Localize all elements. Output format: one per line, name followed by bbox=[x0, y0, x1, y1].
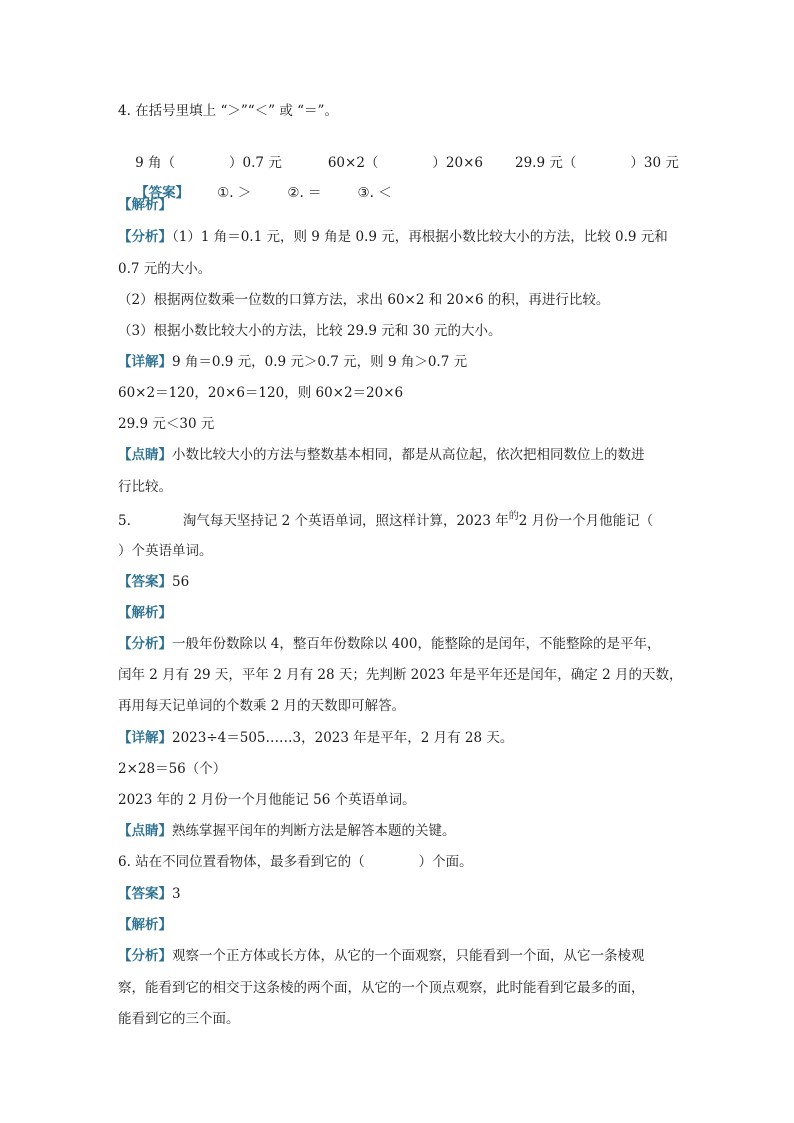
q4-dianjing-text: 小数比较大小的方法与整数基本相同，都是从高位起，依次把相同数位上的数进 bbox=[172, 447, 645, 463]
q4-xiangjie-3: 29.9 元＜30 元 bbox=[118, 416, 215, 432]
q4-fenxi-text: （1）1 角＝0.1 元，则 9 角是 0.9 元，再根据小数比较大小的方法，比较 0.9 元和 bbox=[172, 229, 668, 245]
q4-dianjing-b: 行比较。 bbox=[118, 479, 172, 495]
q4-problem-2: 60×2（ ）20×6 bbox=[327, 155, 483, 171]
q5-text-a: 淘气每天坚持记 2 个英语单词，照这样计算，2023 年 bbox=[182, 513, 509, 529]
dianjing-tag: 【点睛】 bbox=[118, 823, 172, 839]
fenxi-tag: 【分析】 bbox=[118, 948, 172, 964]
q4-xiangjie-2: 60×2＝120，20×6＝120，则 60×2＝20×6 bbox=[118, 385, 404, 401]
q4-fenxi-1a bbox=[118, 227, 668, 247]
q5-title-cont: ）个英语单词。 bbox=[118, 543, 213, 559]
q5-xiangjie-text: 2023÷4＝505……3，2023 年是平年，2 月有 28 天。 bbox=[172, 730, 514, 746]
q5-fenxi-a bbox=[118, 634, 660, 654]
q6-fenxi-c: 能看到它的三个面。 bbox=[118, 1011, 240, 1027]
q4-jiexi-tag: 【解析】 bbox=[118, 197, 172, 213]
q5-fenxi-c: 再用每天记单词的个数乘 2 月的天数即可解答。 bbox=[118, 698, 406, 714]
q5-text-b: 2 月份一个月他能记（ bbox=[518, 513, 654, 529]
q4-problem-1: 9 角（ ）0.7 元 bbox=[135, 155, 282, 171]
q4-dianjing-a bbox=[118, 445, 645, 465]
q5-dianjing-text: 熟练掌握平闰年的判断方法是解答本题的关键。 bbox=[172, 823, 456, 839]
q5-answer bbox=[118, 572, 189, 592]
fenxi-tag: 【分析】 bbox=[118, 229, 172, 245]
xiangjie-tag: 【详解】 bbox=[118, 354, 172, 370]
q6-fenxi-b: 察，能看到它的相交于这条棱的两个面，从它的一个顶点观察，此时能看到它最多的面， bbox=[118, 980, 645, 996]
q4-fenxi-2: （2）根据两位数乘一位数的口算方法，求出 60×2 和 20×6 的积，再进行比较。 bbox=[118, 292, 610, 308]
dianjing-tag: 【点睛】 bbox=[118, 447, 172, 463]
q4-xiangjie-1 bbox=[118, 352, 467, 372]
q6-title: 6. 站在不同位置看物体，最多看到它的（ ）个面。 bbox=[118, 854, 473, 870]
q4-answer-1: ①. ＞ bbox=[217, 185, 252, 201]
q5-xiangjie-2: 2×28＝56（个） bbox=[118, 761, 227, 777]
q5-answer-value: 56 bbox=[172, 574, 190, 590]
q6-fenxi-text: 观察一个正方体或长方体，从它的一个面观察，只能看到一个面，从它一条棱观 bbox=[172, 948, 645, 964]
q4-title: 4. 在括号里填上 “＞”“＜” 或 “＝”。 bbox=[118, 103, 338, 119]
q6-answer-value: 3 bbox=[172, 886, 181, 902]
fenxi-tag: 【分析】 bbox=[118, 636, 172, 652]
answer-tag: 【答案】 bbox=[118, 886, 172, 902]
q6-answer bbox=[118, 884, 181, 904]
q5-jiexi-tag: 【解析】 bbox=[118, 605, 172, 621]
q5-num: 5. bbox=[118, 513, 131, 529]
answer-tag: 【答案】 bbox=[118, 574, 172, 590]
q6-fenxi-a bbox=[118, 946, 645, 966]
q4-fenxi-3: （3）根据小数比较大小的方法，比较 29.9 元和 30 元的大小。 bbox=[118, 323, 502, 339]
q4-answer-2: ②. ＝ bbox=[287, 185, 322, 201]
answer-tag: 【答案】 bbox=[135, 185, 190, 201]
q5-xiangjie-1 bbox=[118, 728, 513, 748]
q4-problem-3: 29.9 元（ ）30 元 bbox=[515, 155, 679, 171]
q4-xiangjie-text: 9 角＝0.9 元，0.9 元＞0.7 元，则 9 角＞0.7 元 bbox=[172, 354, 468, 370]
q5-dianjing bbox=[118, 821, 456, 841]
q5-fenxi-b: 闰年 2 月有 29 天，平年 2 月有 28 天；先判断 2023 年是平年还是闰年，确定 2 月的天数， bbox=[118, 667, 683, 683]
xiangjie-tag: 【详解】 bbox=[118, 730, 172, 746]
q4-answer-3: ③. ＜ bbox=[357, 185, 392, 201]
q5-title bbox=[118, 511, 653, 533]
q5-xiangjie-3: 2023 年的 2 月份一个月他能记 56 个英语单词。 bbox=[118, 792, 416, 808]
q4-fenxi-1b: 0.7 元的大小。 bbox=[118, 261, 212, 277]
q5-fenxi-text: 一般年份数除以 4，整百年份数除以 400，能整除的是闰年，不能整除的是平年， bbox=[172, 636, 661, 652]
q6-jiexi-tag: 【解析】 bbox=[118, 917, 172, 933]
q5-sup: 的 bbox=[508, 511, 519, 522]
